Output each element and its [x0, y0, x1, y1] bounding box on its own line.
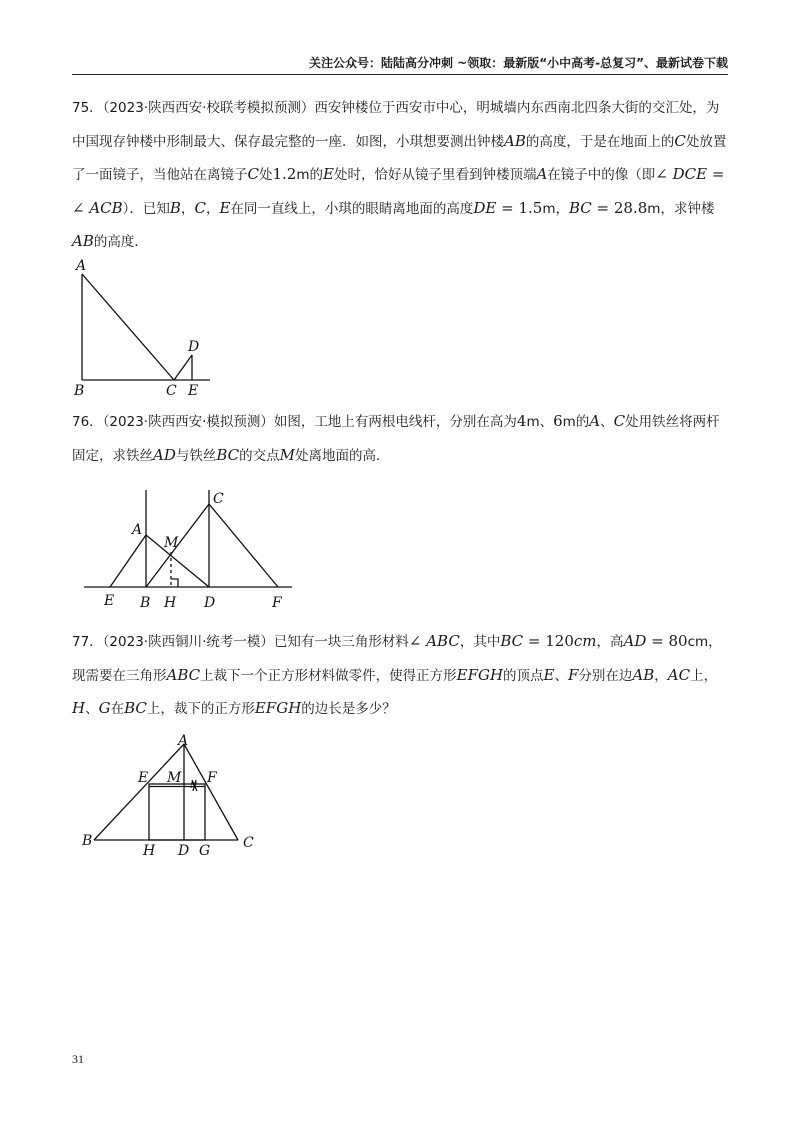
q76-source: （2023·陕西西安·模拟预测） — [102, 414, 274, 430]
unit-cm: cm — [573, 632, 597, 650]
math-EFGH: EFGH — [456, 665, 504, 684]
q77-text: ，高 — [596, 634, 624, 650]
math-C: C — [613, 412, 626, 430]
label-A: A — [132, 522, 143, 538]
math-BC: BC — [216, 445, 240, 464]
math-E: E — [323, 165, 334, 183]
q75-text: 处时，恰好从镜子里看到钟楼顶端 — [333, 167, 537, 183]
q77-text: 、 — [85, 701, 99, 717]
label-N: N — [190, 781, 197, 790]
q76-number: 76． — [72, 414, 103, 430]
label-M: M — [164, 535, 179, 551]
unit: m — [296, 167, 310, 183]
label-H: H — [143, 843, 156, 859]
label-C: C — [213, 491, 224, 507]
math-A: A — [589, 412, 601, 430]
question-75-text — [72, 92, 730, 259]
math-AB: AB — [72, 232, 94, 250]
q75-text: ， — [205, 200, 220, 217]
q75-text: ， — [555, 200, 569, 217]
math-number: 4 — [516, 412, 527, 430]
label-E: E — [138, 770, 149, 786]
q75-text: 处 — [258, 167, 273, 183]
label-C: C — [243, 835, 254, 851]
q75-text: 在镜子中的像（即 — [547, 167, 656, 183]
q76-text: 、 — [600, 414, 614, 430]
q75-text: ，求钟楼 — [660, 200, 715, 217]
q77-text: 分别在边 — [578, 667, 633, 684]
q75-text: 的 — [309, 167, 323, 183]
q75-text: ， — [180, 200, 195, 217]
math-DE: DE — [473, 198, 497, 217]
unit-cm: cm — [687, 634, 709, 650]
figure-75 — [70, 252, 220, 400]
label-G: G — [199, 843, 211, 859]
question-76-text — [72, 405, 730, 472]
math-C: C — [674, 131, 686, 150]
label-A: A — [76, 258, 87, 274]
math-E: E — [219, 198, 231, 217]
q77-source: （2023·陕西铜川·统考一模） — [102, 634, 274, 650]
figure-77 — [80, 730, 270, 860]
math-number: 1.2 — [272, 165, 297, 183]
math-angle: ∠ DCE = ∠ ACB — [72, 165, 725, 217]
label-D: D — [178, 843, 190, 859]
math-BC: BC — [569, 198, 592, 217]
math-B: B — [169, 198, 181, 217]
math-BC: BC — [500, 632, 524, 650]
q76-text: 处用铁丝将两杆固定，求铁丝 — [72, 414, 720, 464]
math-M: M — [279, 445, 295, 464]
q77-text: 在 — [110, 701, 125, 717]
q77-text: 上， — [690, 667, 718, 684]
label-M: M — [167, 770, 182, 786]
unit: m — [526, 414, 540, 430]
q77-text: 上，裁下的正方形 — [146, 701, 255, 717]
label-D: D — [188, 339, 200, 355]
figure-76 — [80, 482, 300, 612]
q77-text: ， — [654, 667, 668, 684]
page-header — [72, 48, 728, 75]
label-B: B — [82, 833, 93, 849]
math-EFGH: EFGH — [254, 699, 302, 717]
q76-text: 的 — [575, 414, 590, 430]
math-C: C — [247, 165, 259, 183]
label-B: B — [140, 595, 151, 611]
q77-text: 的边长是多少？ — [301, 701, 396, 717]
q77-text: 、 — [554, 667, 568, 684]
header-text: 关注公众号：陆陆高分冲刺 ~领取：最新版“小中高考-总复习”、最新试卷下载 — [309, 56, 728, 70]
unit: m — [647, 200, 661, 217]
page-number: 31 — [72, 1052, 84, 1066]
math-ABC: ABC — [166, 665, 201, 684]
math-C: C — [194, 198, 206, 217]
q77-text: ，其中 — [459, 634, 501, 650]
label-E: E — [104, 593, 115, 609]
q76-text: 与铁丝 — [175, 447, 217, 464]
q75-text: 的高度，于是在地面上的 — [525, 133, 675, 150]
label-B: B — [74, 383, 85, 399]
q75-text: 在同一直线上，小琪的眼睛离地面的高度 — [230, 200, 474, 217]
q75-text: 西安钟楼位于西安市中心，明城墙内东西南北四条大街的交汇处，为中国现存钟楼中形制最大、保存最完整的一座．如图，小琪想要测出钟楼 — [72, 100, 720, 150]
q75-text: ）．已知 — [122, 200, 170, 217]
q76-text: 如图，工地上有两根电线杆，分别在高为 — [273, 414, 517, 430]
label-A: A — [178, 733, 189, 749]
q75-text: 的高度． — [93, 234, 148, 250]
q75-number: 75． — [72, 100, 103, 116]
math-F: F — [568, 665, 579, 684]
math-AD: AD — [153, 445, 176, 464]
q76-text: 处离地面的高． — [295, 447, 390, 464]
label-E: E — [188, 383, 199, 399]
q77-text: 上裁下一个正方形材料做零件，使得正方形 — [200, 667, 457, 684]
label-H: H — [164, 595, 177, 611]
q76-text: 的交点 — [239, 447, 280, 464]
math-AB: AB — [504, 131, 526, 150]
q77-number: 77． — [72, 634, 103, 650]
math-G: G — [98, 699, 111, 717]
label-C: C — [166, 383, 177, 399]
label-F: F — [272, 595, 282, 611]
q77-text: 的顶点 — [503, 667, 544, 684]
label-F: F — [207, 770, 217, 786]
q77-text: ，现需要在三角形 — [72, 634, 722, 684]
q75-text: 处放置了一面镜子，当他站在离镜子 — [72, 133, 727, 183]
unit: m — [542, 200, 556, 217]
label-D: D — [204, 595, 216, 611]
unit: m — [562, 414, 576, 430]
math-number: = 1.5 — [496, 198, 543, 217]
math-angle: ∠ ABC — [408, 632, 460, 650]
question-77-text — [72, 625, 730, 726]
math-number: 6 — [553, 412, 563, 430]
math-AD: AD — [623, 632, 647, 650]
math-A: A — [536, 165, 548, 183]
math-AC: AC — [667, 665, 691, 684]
math-number: = 80 — [646, 632, 688, 650]
math-H: H — [72, 699, 86, 717]
math-number: = 28.8 — [591, 198, 648, 217]
math-E: E — [543, 665, 555, 684]
q76-text: 、 — [539, 414, 554, 430]
math-number: = 120 — [523, 632, 574, 650]
math-AB: AB — [632, 665, 655, 684]
q77-text: 已知有一块三角形材料 — [273, 634, 409, 650]
math-BC: BC — [124, 699, 147, 717]
q75-source: （2023·陕西西安·校联考模拟预测） — [102, 100, 315, 116]
